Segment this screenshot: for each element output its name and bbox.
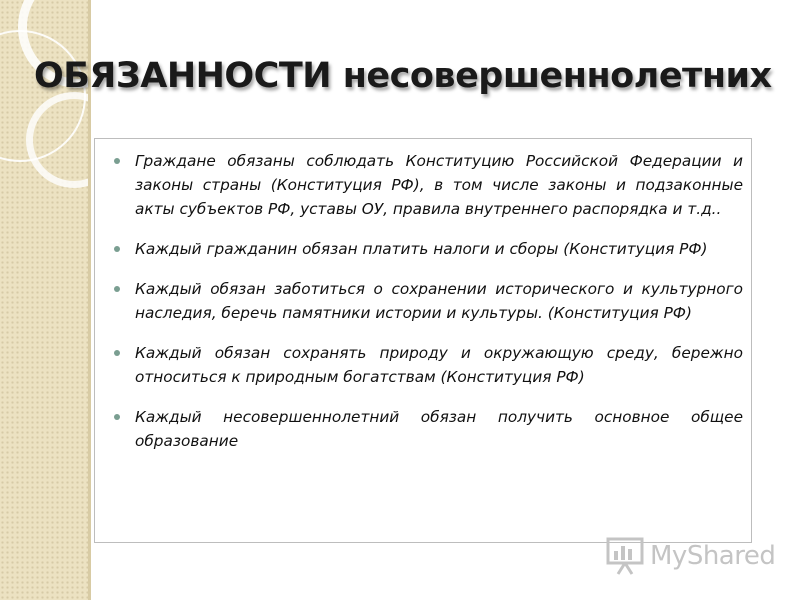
- bullet-text: Каждый обязан сохранять природу и окружающую среду, бережно относиться к природным богатствам (Конституция РФ): [135, 344, 743, 386]
- presentation-chart-icon: [606, 536, 644, 576]
- list-item: [111, 237, 743, 261]
- list-item: [111, 149, 743, 221]
- list-item: [111, 341, 743, 389]
- bullet-list: [111, 149, 743, 453]
- bullet-dot-icon: [114, 414, 120, 420]
- bullet-text: Граждане обязаны соблюдать Конституцию Российской Федерации и законы страны (Конституция РФ), в том числе законы и подзаконные акты субъектов РФ, уставы ОУ, правила внутреннего распорядка и т.д..: [135, 152, 743, 218]
- watermark: [606, 536, 796, 576]
- list-item: [111, 405, 743, 453]
- bullet-text: Каждый обязан заботиться о сохранении исторического и культурного наследия, беречь памятники истории и культуры. (Конституция РФ): [135, 280, 743, 322]
- bullet-dot-icon: [114, 286, 120, 292]
- bullet-text: Каждый несовершеннолетний обязан получить основное общее образование: [135, 408, 743, 450]
- watermark-text: MyShared: [650, 541, 776, 571]
- bullet-dot-icon: [114, 246, 120, 252]
- bullet-dot-icon: [114, 350, 120, 356]
- bullet-dot-icon: [114, 158, 120, 164]
- list-item: [111, 277, 743, 325]
- bullet-text: Каждый гражданин обязан платить налоги и сборы (Конституция РФ): [135, 240, 708, 258]
- content-box: [94, 138, 752, 543]
- slide-title: ОБЯЗАННОСТИ несовершеннолетних: [34, 56, 772, 96]
